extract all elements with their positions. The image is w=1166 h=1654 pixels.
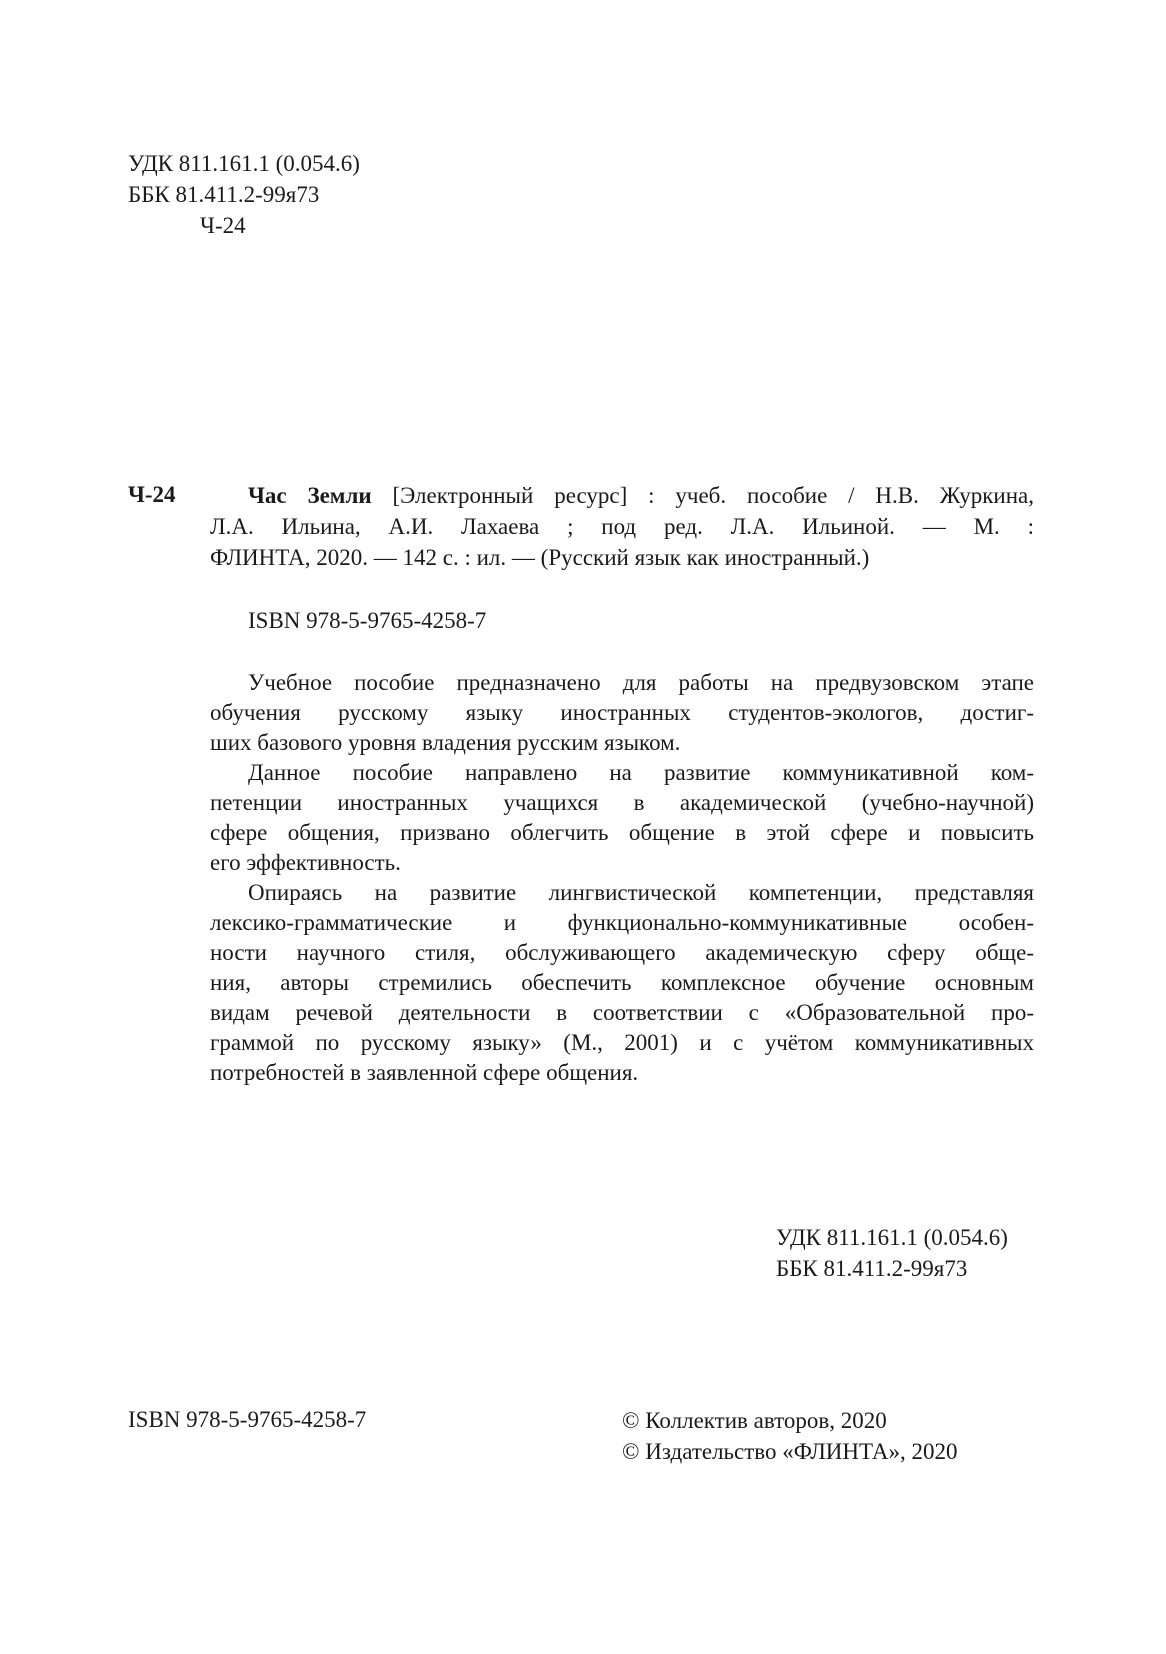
entry-isbn: ISBN 978-5-9765-4258-7 [248, 608, 487, 633]
annotation-line: граммой по русскому языку» (М., 2001) и с учётом коммуникативных [210, 1030, 1034, 1055]
annotation [210, 668, 1034, 1088]
copyright-authors: © Коллектив авторов, 2020 [622, 1408, 887, 1433]
annotation-line: потребностей в заявленной сфере общения. [210, 1060, 639, 1085]
annotation-line: Учебное пособие предназначено для работы на предвузовском этапе [248, 670, 1034, 695]
annotation-line: Опираясь на развитие лингвистической компетенции, представляя [248, 880, 1034, 905]
annotation-line: видам речевой деятельности в соответствии с «Образовательной про- [210, 1000, 1034, 1025]
annotation-line: ших базового уровня владения русским языком. [210, 730, 681, 755]
entry-line-1 [210, 480, 1034, 511]
udk-code: УДК 811.161.1 (0.054.6) [776, 1225, 1008, 1250]
annotation-line: лексико-грамматические и функционально-коммуникативные особен- [210, 910, 1034, 935]
classification-block-top [128, 148, 360, 241]
annotation-line: его эффективность. [210, 850, 401, 875]
annotation-line: ности научного стиля, обслуживающего академическую сферу обще- [210, 940, 1034, 965]
annotation-paragraph-1 [210, 668, 1034, 758]
annotation-paragraph-2 [210, 758, 1034, 878]
book-title: Час Земли [248, 483, 372, 508]
classification-block-bottom [776, 1222, 1008, 1284]
annotation-line: ния, авторы стремились обеспечить комплексное обучение основным [210, 970, 1034, 995]
entry-cipher: Ч-24 [128, 482, 176, 507]
udk-code: УДК 811.161.1 (0.054.6) [128, 151, 360, 176]
entry-line-3: ФЛИНТА, 2020. — 142 с. : ил. — (Русский язык как иностранный.) [210, 545, 870, 570]
entry-line-1-rest: [Электронный ресурс] : учеб. пособие / Н.В. Журкина, [371, 483, 1034, 508]
bbk-code: ББК 81.411.2-99я73 [776, 1256, 968, 1281]
copyright-publisher: © Издательство «ФЛИНТА», 2020 [622, 1439, 958, 1464]
annotation-paragraph-3 [210, 878, 1034, 1088]
copyright-block [622, 1405, 958, 1467]
annotation-line: петенции иностранных учащихся в академической (учебно-научной) [210, 790, 1034, 815]
footer-isbn: ISBN 978-5-9765-4258-7 [128, 1407, 367, 1432]
annotation-line: Данное пособие направлено на развитие коммуникативной ком- [248, 760, 1034, 785]
author-cipher: Ч-24 [200, 213, 246, 238]
bbk-code: ББК 81.411.2-99я73 [128, 182, 320, 207]
annotation-line: обучения русскому языку иностранных студентов-экологов, достиг- [210, 700, 1034, 725]
entry-line-2: Л.А. Ильина, А.И. Лахаева ; под ред. Л.А. Ильиной. — М. : [210, 514, 1034, 539]
annotation-line: сфере общения, призвано облегчить общение в этой сфере и повысить [210, 820, 1034, 845]
bibliographic-entry [210, 480, 1034, 573]
